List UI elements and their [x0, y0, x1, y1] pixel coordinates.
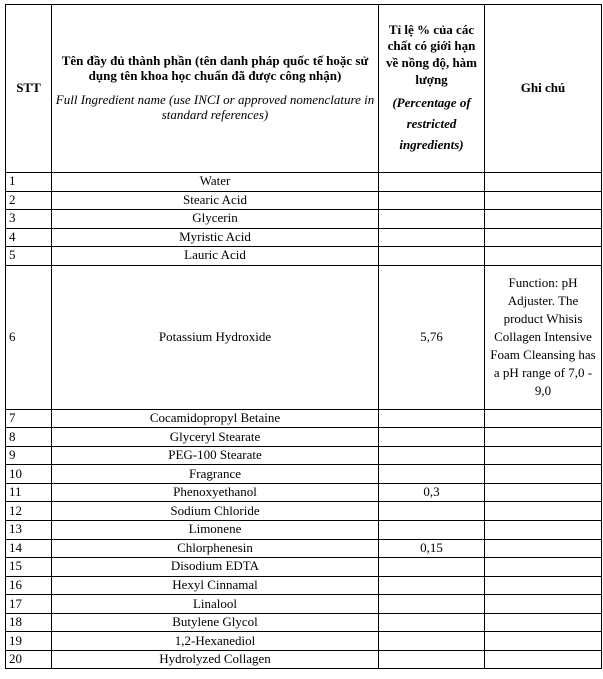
cell-percentage	[379, 595, 485, 614]
cell-stt: 6	[6, 265, 52, 409]
table-row	[6, 228, 602, 247]
cell-stt: 17	[6, 595, 52, 614]
table-row	[6, 650, 602, 669]
cell-stt: 14	[6, 539, 52, 558]
cell-note	[485, 428, 602, 447]
cell-ingredient-name: Fragrance	[52, 465, 379, 484]
cell-stt: 12	[6, 502, 52, 521]
cell-percentage: 0,3	[379, 483, 485, 502]
table-row	[6, 483, 602, 502]
cell-percentage	[379, 650, 485, 669]
cell-ingredient-name: Sodium Chloride	[52, 502, 379, 521]
cell-note	[485, 502, 602, 521]
header-row	[6, 5, 602, 173]
cell-note	[485, 173, 602, 192]
cell-note	[485, 228, 602, 247]
table-row	[6, 595, 602, 614]
cell-ingredient-name: Butylene Glycol	[52, 613, 379, 632]
cell-ingredient-name: Lauric Acid	[52, 247, 379, 266]
cell-ingredient-name: Hexyl Cinnamal	[52, 576, 379, 595]
cell-stt: 2	[6, 191, 52, 210]
cell-note	[485, 210, 602, 229]
table-row	[6, 558, 602, 577]
header-percentage-en: (Percentage of restricted ingredients)	[392, 95, 471, 152]
cell-stt: 18	[6, 613, 52, 632]
table-row	[6, 613, 602, 632]
table-row	[6, 502, 602, 521]
cell-stt: 16	[6, 576, 52, 595]
cell-ingredient-name: PEG-100 Stearate	[52, 446, 379, 465]
cell-note	[485, 613, 602, 632]
header-ingredient-name-en: Full Ingredient name (use INCI or approved nomenclature in standard references)	[55, 92, 375, 122]
cell-percentage	[379, 428, 485, 447]
cell-percentage	[379, 446, 485, 465]
cell-stt: 13	[6, 521, 52, 540]
table-row	[6, 446, 602, 465]
cell-percentage	[379, 247, 485, 266]
cell-ingredient-name: Phenoxyethanol	[52, 483, 379, 502]
table-row	[6, 428, 602, 447]
table-row	[6, 247, 602, 266]
header-ingredient-name	[52, 5, 379, 173]
header-percentage-vi: Tỉ lệ % của các chất có giới hạn về nồng độ, hàm lượng	[385, 21, 478, 88]
table-row	[6, 191, 602, 210]
cell-percentage	[379, 409, 485, 428]
cell-ingredient-name: Potassium Hydroxide	[52, 265, 379, 409]
cell-ingredient-name: Stearic Acid	[52, 191, 379, 210]
cell-percentage	[379, 502, 485, 521]
cell-stt: 10	[6, 465, 52, 484]
cell-note	[485, 465, 602, 484]
header-stt: STT	[6, 5, 52, 173]
cell-stt: 7	[6, 409, 52, 428]
table-row	[6, 465, 602, 484]
cell-note	[485, 483, 602, 502]
cell-stt: 3	[6, 210, 52, 229]
cell-note	[485, 409, 602, 428]
cell-percentage	[379, 558, 485, 577]
table-row	[6, 521, 602, 540]
cell-percentage	[379, 521, 485, 540]
cell-percentage	[379, 173, 485, 192]
table-row	[6, 632, 602, 651]
table-row	[6, 173, 602, 192]
table-row	[6, 265, 602, 409]
cell-percentage	[379, 576, 485, 595]
header-percentage	[379, 5, 485, 173]
cell-note	[485, 521, 602, 540]
cell-note	[485, 632, 602, 651]
table-row	[6, 409, 602, 428]
cell-stt: 4	[6, 228, 52, 247]
cell-ingredient-name: Limonene	[52, 521, 379, 540]
cell-percentage	[379, 632, 485, 651]
cell-stt: 11	[6, 483, 52, 502]
cell-stt: 1	[6, 173, 52, 192]
table-row	[6, 539, 602, 558]
cell-stt: 9	[6, 446, 52, 465]
table-row	[6, 210, 602, 229]
cell-percentage: 5,76	[379, 265, 485, 409]
header-ingredient-name-vi: Tên đầy đủ thành phần (tên danh pháp quốc tế hoặc sử dụng tên khoa học chuẩn đã được công nhận)	[61, 53, 369, 84]
cell-stt: 19	[6, 632, 52, 651]
cell-stt: 20	[6, 650, 52, 669]
cell-stt: 15	[6, 558, 52, 577]
header-note: Ghi chú	[485, 5, 602, 173]
cell-note: Function: pH Adjuster. The product Whisis Collagen Intensive Foam Cleansing has a pH range of 7,0 - 9,0	[485, 265, 602, 409]
cell-ingredient-name: 1,2-Hexanediol	[52, 632, 379, 651]
cell-percentage	[379, 210, 485, 229]
ingredients-table	[5, 4, 602, 669]
cell-ingredient-name: Chlorphenesin	[52, 539, 379, 558]
cell-note	[485, 558, 602, 577]
cell-stt: 5	[6, 247, 52, 266]
cell-percentage: 0,15	[379, 539, 485, 558]
cell-ingredient-name: Cocamidopropyl Betaine	[52, 409, 379, 428]
cell-percentage	[379, 613, 485, 632]
cell-ingredient-name: Glycerin	[52, 210, 379, 229]
table-row	[6, 576, 602, 595]
cell-ingredient-name: Linalool	[52, 595, 379, 614]
cell-note	[485, 650, 602, 669]
cell-note	[485, 191, 602, 210]
cell-stt: 8	[6, 428, 52, 447]
cell-note	[485, 576, 602, 595]
cell-note	[485, 595, 602, 614]
cell-ingredient-name: Hydrolyzed Collagen	[52, 650, 379, 669]
cell-ingredient-name: Water	[52, 173, 379, 192]
cell-note	[485, 539, 602, 558]
cell-note	[485, 446, 602, 465]
cell-percentage	[379, 228, 485, 247]
cell-percentage	[379, 191, 485, 210]
cell-percentage	[379, 465, 485, 484]
cell-note	[485, 247, 602, 266]
cell-ingredient-name: Disodium EDTA	[52, 558, 379, 577]
cell-ingredient-name: Myristic Acid	[52, 228, 379, 247]
cell-ingredient-name: Glyceryl Stearate	[52, 428, 379, 447]
